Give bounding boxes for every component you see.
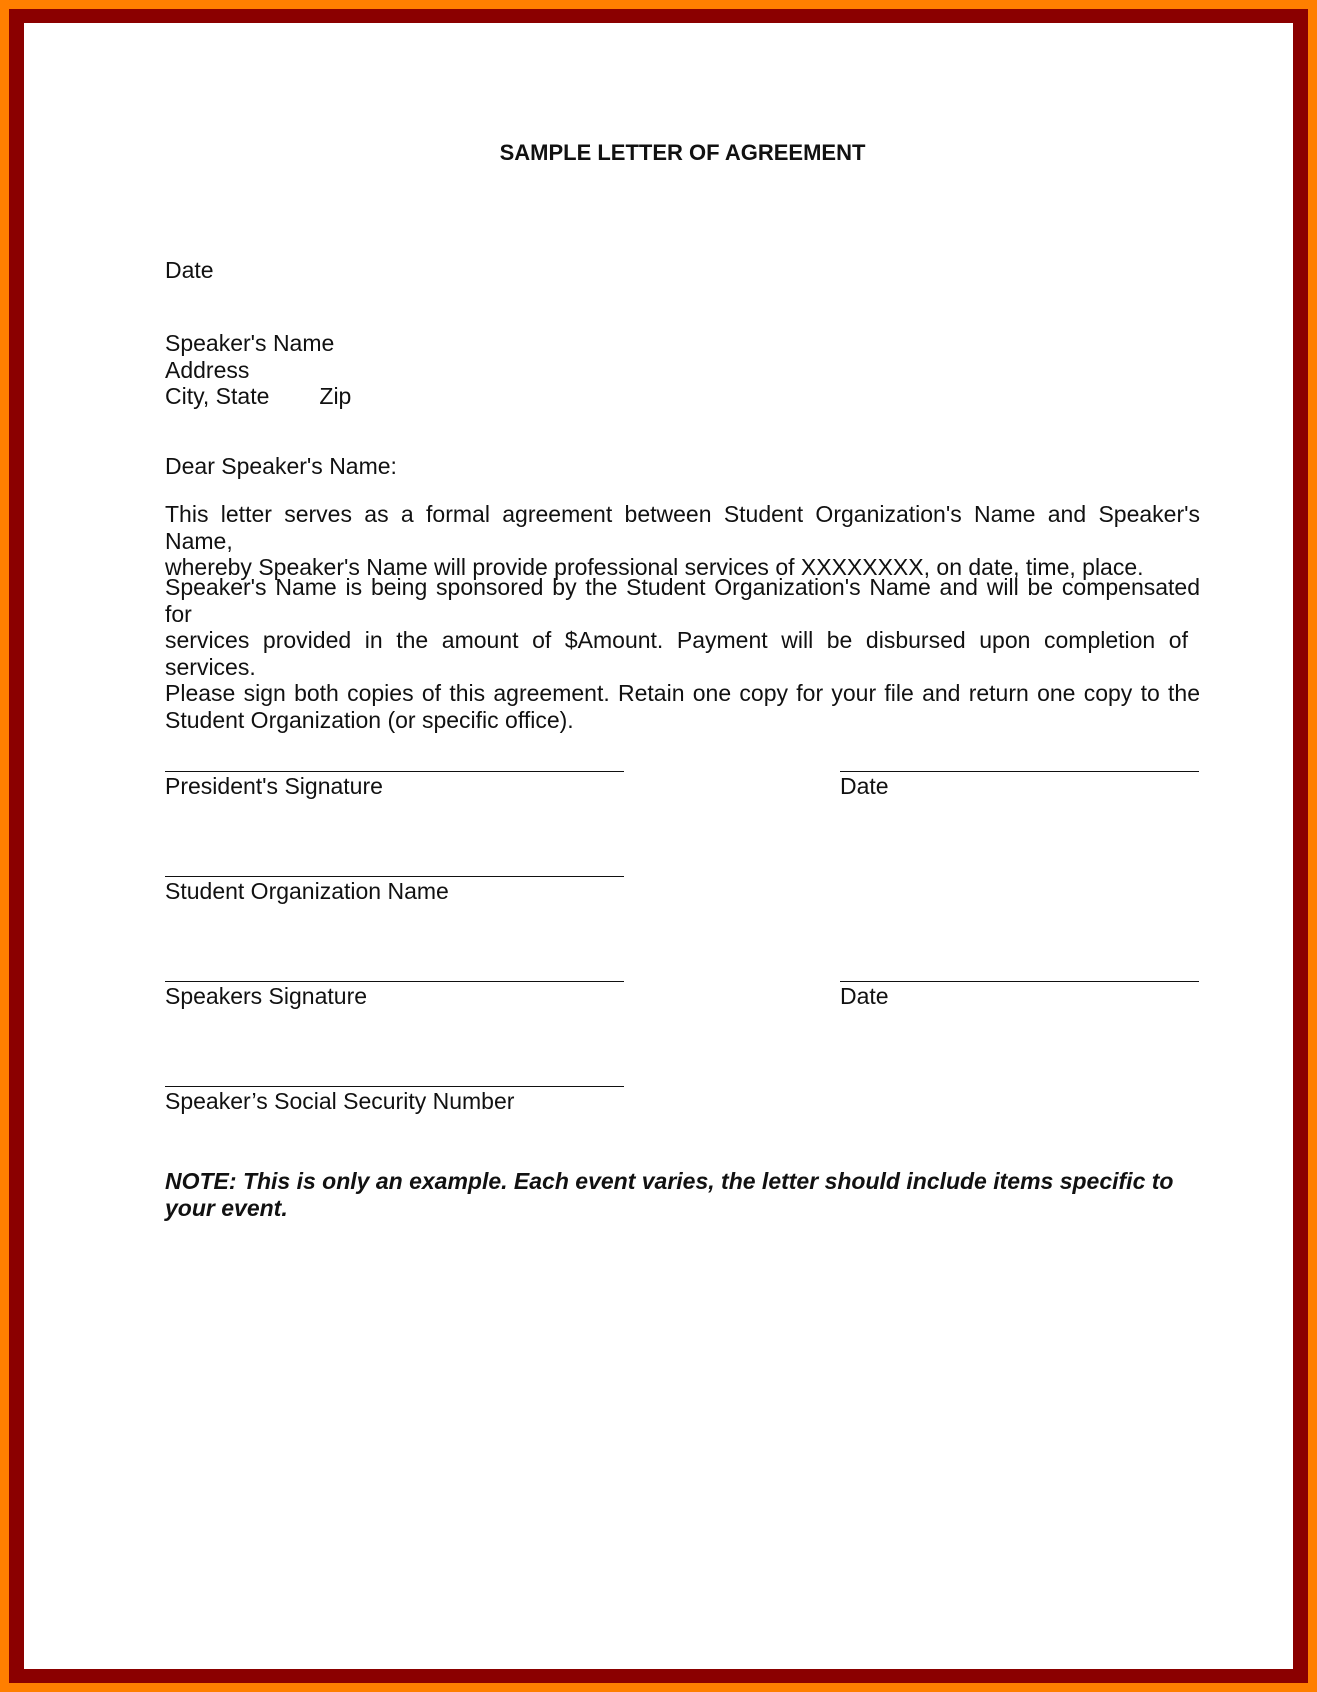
president-signature-label: President's Signature	[165, 773, 383, 799]
salutation: Dear Speaker's Name:	[165, 453, 397, 479]
address-line: Address	[165, 356, 250, 383]
ssn-line	[165, 1086, 624, 1087]
paragraph-2	[165, 574, 1200, 733]
address-city-state: City, State	[165, 383, 270, 409]
speaker-date-line	[840, 981, 1199, 982]
organization-name-label: Student Organization Name	[165, 878, 449, 904]
note-line-1: NOTE: This is only an example. Each event varies, the letter should include items specific to	[165, 1168, 1174, 1194]
paragraph-2-line-1: Speaker's Name is being sponsored by the Student Organization's Name and will be compensated for	[165, 574, 1200, 627]
organization-name-line	[165, 876, 624, 877]
paragraph-1-line-2: whereby Speaker's Name will provide professional services of XXXXXXXX, on date, time, place.	[165, 554, 1144, 580]
paragraph-1	[165, 501, 1200, 581]
paragraph-1-line-1: This letter serves as a formal agreement between Student Organization's Name and Speaker's Name,	[165, 501, 1200, 554]
address-city-state-zip	[165, 383, 1200, 410]
speaker-signature-label: Speakers Signature	[165, 983, 368, 1009]
note	[165, 1168, 1200, 1221]
president-signature-line	[165, 771, 624, 772]
speaker-date-label: Date	[840, 983, 889, 1009]
address-block	[165, 330, 1200, 410]
speaker-signature-line	[165, 981, 624, 982]
address-zip: Zip	[319, 383, 352, 409]
date-label: Date	[165, 257, 214, 283]
document-title: SAMPLE LETTER OF AGREEMENT	[499, 140, 866, 165]
note-line-2: your event.	[165, 1194, 288, 1221]
president-date-line	[840, 771, 1199, 772]
ssn-label: Speaker’s Social Security Number	[165, 1088, 515, 1114]
paragraph-2-line-2: services provided in the amount of $Amount. Payment will be disbursed upon completion of services.	[165, 627, 1188, 680]
paragraph-2-line-3: Please sign both copies of this agreement. Retain one copy for your file and return one copy to the	[165, 680, 1200, 706]
paragraph-2-line-4: Student Organization (or specific office).	[165, 706, 574, 733]
letter-page	[24, 23, 1293, 1669]
address-name: Speaker's Name	[165, 330, 335, 356]
president-date-label: Date	[840, 773, 889, 799]
